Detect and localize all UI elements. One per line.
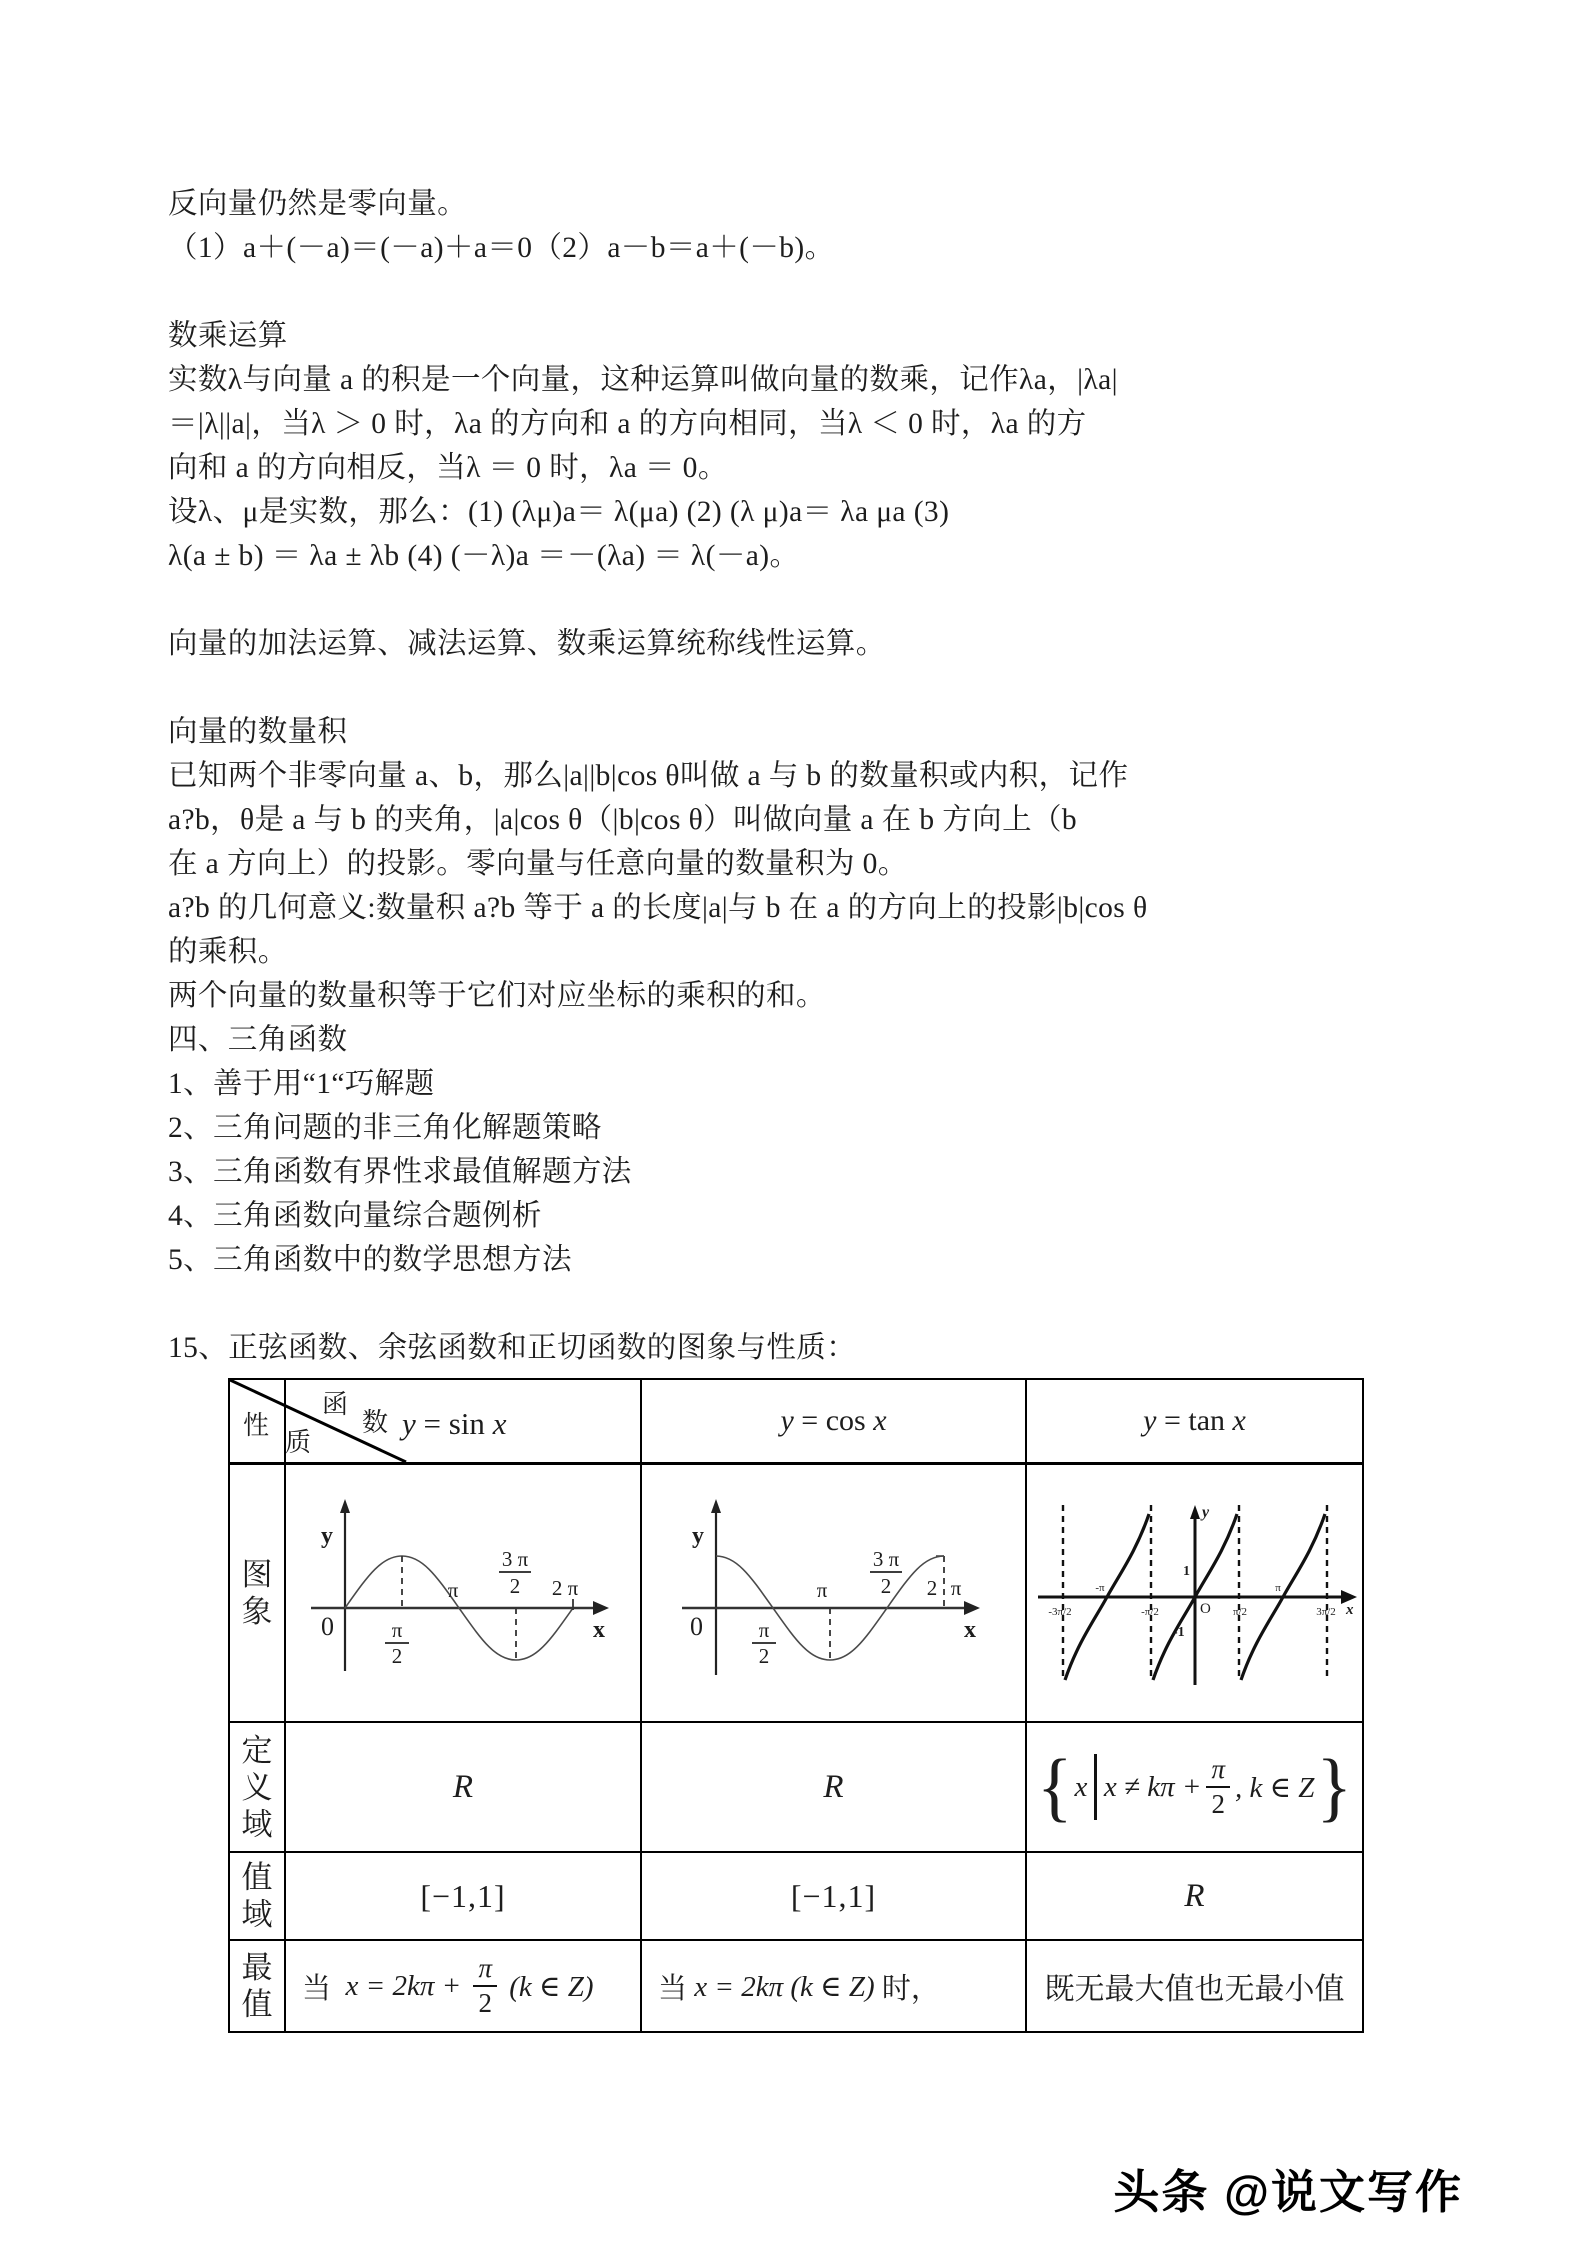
var-x: x — [1232, 1404, 1246, 1437]
fraction-numerator: π — [473, 1955, 497, 1987]
tick-neg-one: -1 — [1172, 1625, 1185, 1640]
set-divider-bar — [1094, 1754, 1097, 1820]
origin-label: 0 — [689, 1612, 703, 1641]
range-sin-value: [−1,1] — [420, 1877, 506, 1914]
tick-3pi-over-2-den: 2 — [880, 1574, 891, 1598]
tick-2pi-pi: π — [950, 1576, 961, 1600]
origin-label: O — [1199, 1601, 1211, 1617]
tick-neg-3pi-2: -3π/2 — [1047, 1606, 1072, 1618]
text-line: 1、善于用“1“巧解题 — [168, 1068, 435, 1100]
range-tan-value: R — [1184, 1877, 1205, 1914]
text-line: 向量的数量积 — [168, 716, 348, 748]
left-brace: { — [1037, 1743, 1073, 1831]
blank-line — [168, 1282, 1438, 1326]
blank-line — [168, 578, 1438, 622]
extrema-sin-expression — [286, 1955, 640, 2017]
domain-cos-cell — [641, 1722, 1026, 1852]
row-label-graph: 图象 — [241, 1557, 273, 1629]
tick-2pi: 2 π — [551, 1576, 579, 1600]
sin-graph — [293, 1493, 633, 1693]
y-axis-label: y — [691, 1523, 704, 1549]
tick-pi-over-2-num: π — [758, 1618, 769, 1642]
tick-3pi-over-2-num: 3 π — [872, 1547, 899, 1571]
extrema-sin-condition: (k ∈ Z) — [501, 1970, 594, 2003]
corner-label-function-2: 数 — [362, 1408, 389, 1437]
domain-sin-cell — [285, 1722, 641, 1852]
var-y: y — [1143, 1404, 1157, 1437]
tan-graph-cell — [1026, 1464, 1363, 1723]
extrema-sin-prefix: 当 — [302, 1972, 339, 2005]
text-line: a?b 的几何意义:数量积 a?b 等于 a 的长度|a|与 b 在 a 的方向上的投影|b|cos θ — [168, 892, 1148, 924]
extrema-cos-math: x = 2kπ (k ∈ Z) — [694, 1970, 875, 2003]
row-label-domain: 定义域 — [241, 1732, 273, 1842]
extrema-cos-prefix: 当 — [658, 1972, 695, 2005]
fn-sin: sin — [448, 1406, 493, 1441]
corner-label-property-2: 质 — [285, 1428, 312, 1457]
equals: = — [415, 1406, 449, 1441]
text-line: 向和 a 的方向相反，当λ ＝ 0 时，λa ＝ 0。 — [168, 452, 728, 484]
text-line: 设λ、μ是实数，那么：(1) (λμ)a＝ λ(μa) (2) (λ μ)a＝ λa μa (3) — [168, 496, 950, 528]
tick-pi-over-2-den: 2 — [391, 1644, 403, 1668]
domain-tan-set — [1035, 1743, 1354, 1831]
x-axis-label: x — [593, 1617, 605, 1643]
text-line: ＝|λ||a|，当λ ＞ 0 时，λa 的方向和 a 的方向相同，当λ ＜ 0 时，λa 的方 — [168, 408, 1087, 440]
x-axis-label: x — [963, 1617, 976, 1643]
extrema-cos-expression — [642, 1966, 1025, 2007]
range-sin-cell — [285, 1852, 641, 1940]
row-label-graph-cell — [229, 1464, 285, 1723]
y-axis-arrow — [711, 1499, 721, 1513]
text-line: 3、三角函数有界性求最值解题方法 — [168, 1156, 632, 1188]
trig-functions-table — [228, 1378, 1364, 2033]
column-header-cos — [641, 1379, 1026, 1464]
extrema-cos-suffix: 时， — [874, 1972, 940, 2005]
equals: = — [1156, 1404, 1189, 1437]
section-title: 15、正弦函数、余弦函数和正切函数的图象与性质： — [168, 1332, 857, 1364]
x-axis-arrow — [593, 1601, 609, 1615]
text-line: （1）a＋(－a)＝(－a)＋a＝0（2）a－b＝a＋(－b)。 — [168, 232, 835, 264]
tan-graph — [1030, 1497, 1360, 1689]
fraction-denominator: 2 — [478, 1988, 492, 2018]
blank-line — [168, 666, 1438, 710]
text-line: 在 a 方向上）的投影。零向量与任意向量的数量积为 0。 — [168, 848, 908, 880]
pi-over-2-fraction — [473, 1955, 497, 2017]
set-var-x: x — [1074, 1770, 1088, 1803]
var-y: y — [780, 1404, 794, 1437]
body-text — [168, 182, 1438, 1370]
y-axis-arrow — [1190, 1505, 1200, 1519]
tick-pi: π — [1274, 1582, 1281, 1594]
text-line: a?b，θ是 a 与 b 的夹角，|a|cos θ（|b|cos θ）叫做向量 a 在 b 方向上（b — [168, 804, 1078, 836]
text-line: 实数λ与向量 a 的积是一个向量，这种运算叫做向量的数乘，记作λa，|λa| — [168, 364, 1118, 396]
set-condition-post: , k ∈ Z — [1234, 1771, 1315, 1804]
var-y: y — [402, 1406, 416, 1441]
text-line: 向量的加法运算、减法运算、数乘运算统称线性运算。 — [168, 628, 886, 660]
tick-pi-over-2-den: 2 — [758, 1644, 769, 1668]
column-header-tan — [1026, 1379, 1363, 1464]
row-label-range: 值域 — [241, 1860, 273, 1932]
extrema-tan-cell — [1026, 1940, 1363, 2032]
equals: = — [793, 1404, 826, 1437]
corner-label-property-1: 性 — [243, 1411, 270, 1440]
extrema-sin-cell — [285, 1940, 641, 2032]
tick-neg-pi-2: -π/2 — [1140, 1606, 1159, 1618]
fraction-numerator: π — [1206, 1756, 1230, 1788]
tick-pi-over-2-num: π — [391, 1618, 403, 1642]
set-condition-pre: x ≠ kπ + — [1103, 1770, 1202, 1803]
text-line: 四、三角函数 — [168, 1024, 348, 1056]
var-x: x — [873, 1404, 887, 1437]
row-label-range-cell — [229, 1852, 285, 1940]
tick-one: 1 — [1182, 1564, 1190, 1579]
range-cos-cell — [641, 1852, 1026, 1940]
range-tan-cell — [1026, 1852, 1363, 1940]
row-label-extrema: 最值 — [241, 1950, 273, 2022]
tick-neg-pi: -π — [1094, 1582, 1105, 1594]
range-cos-value: [−1,1] — [790, 1877, 877, 1914]
tick-3pi-over-2-den: 2 — [509, 1574, 521, 1598]
cos-graph — [664, 1493, 1004, 1693]
row-label-domain-cell — [229, 1722, 285, 1852]
sin-graph-cell — [285, 1464, 641, 1723]
fraction-denominator: 2 — [1211, 1789, 1225, 1819]
x-axis-label: x — [1345, 1602, 1353, 1618]
cos-graph-cell — [641, 1464, 1026, 1723]
watermark: 头条 @说文写作 — [1113, 2166, 1463, 2218]
tick-pi-2: π/2 — [1232, 1606, 1247, 1618]
text-line: 反向量仍然是零向量。 — [168, 188, 468, 220]
column-header-sin — [402, 1406, 506, 1442]
text-line: 的乘积。 — [168, 936, 288, 968]
fn-tan: tan — [1188, 1404, 1233, 1437]
y-axis-label: y — [1201, 1504, 1209, 1521]
tick-2pi-two: 2 — [926, 1576, 937, 1600]
header-corner-cell — [229, 1379, 641, 1464]
tick-3pi-2: 3π/2 — [1315, 1606, 1336, 1618]
x-axis-arrow — [964, 1601, 980, 1615]
tick-pi: π — [816, 1578, 827, 1602]
text-line: 4、三角函数向量综合题例析 — [168, 1200, 542, 1232]
text-line: λ(a ± b) ＝ λa ± λb (4) (－λ)a ＝－(λa) ＝ λ(－a)。 — [168, 540, 800, 572]
tick-3pi-over-2-num: 3 π — [501, 1547, 529, 1571]
text-line: 两个向量的数量积等于它们对应坐标的乘积的和。 — [168, 980, 826, 1012]
domain-tan-cell — [1026, 1722, 1363, 1852]
text-line: 数乘运算 — [168, 320, 288, 352]
text-line: 已知两个非零向量 a、b，那么|a||b|cos θ叫做 a 与 b 的数量积或内积，记作 — [168, 760, 1129, 792]
row-label-extrema-cell — [229, 1940, 285, 2032]
pi-over-2-fraction — [1206, 1756, 1230, 1818]
var-x: x — [492, 1406, 507, 1441]
text-line: 2、三角问题的非三角化解题策略 — [168, 1112, 602, 1144]
y-axis-label: y — [321, 1523, 333, 1549]
blank-line — [168, 270, 1438, 314]
corner-label-function-1: 函 — [322, 1390, 349, 1419]
right-brace: } — [1316, 1743, 1352, 1831]
tick-pi: π — [447, 1578, 459, 1602]
text-line: 5、三角函数中的数学思想方法 — [168, 1244, 572, 1276]
extrema-cos-cell — [641, 1940, 1026, 2032]
domain-sin-value: R — [452, 1768, 474, 1805]
extrema-sin-math: x = 2kπ + — [338, 1969, 469, 2002]
origin-label: 0 — [321, 1612, 334, 1641]
domain-cos-value: R — [823, 1768, 844, 1805]
extrema-tan-text: 既无最大值也无最小值 — [1044, 1973, 1345, 2006]
y-axis-arrow — [340, 1499, 350, 1513]
fn-cos: cos — [825, 1404, 874, 1437]
